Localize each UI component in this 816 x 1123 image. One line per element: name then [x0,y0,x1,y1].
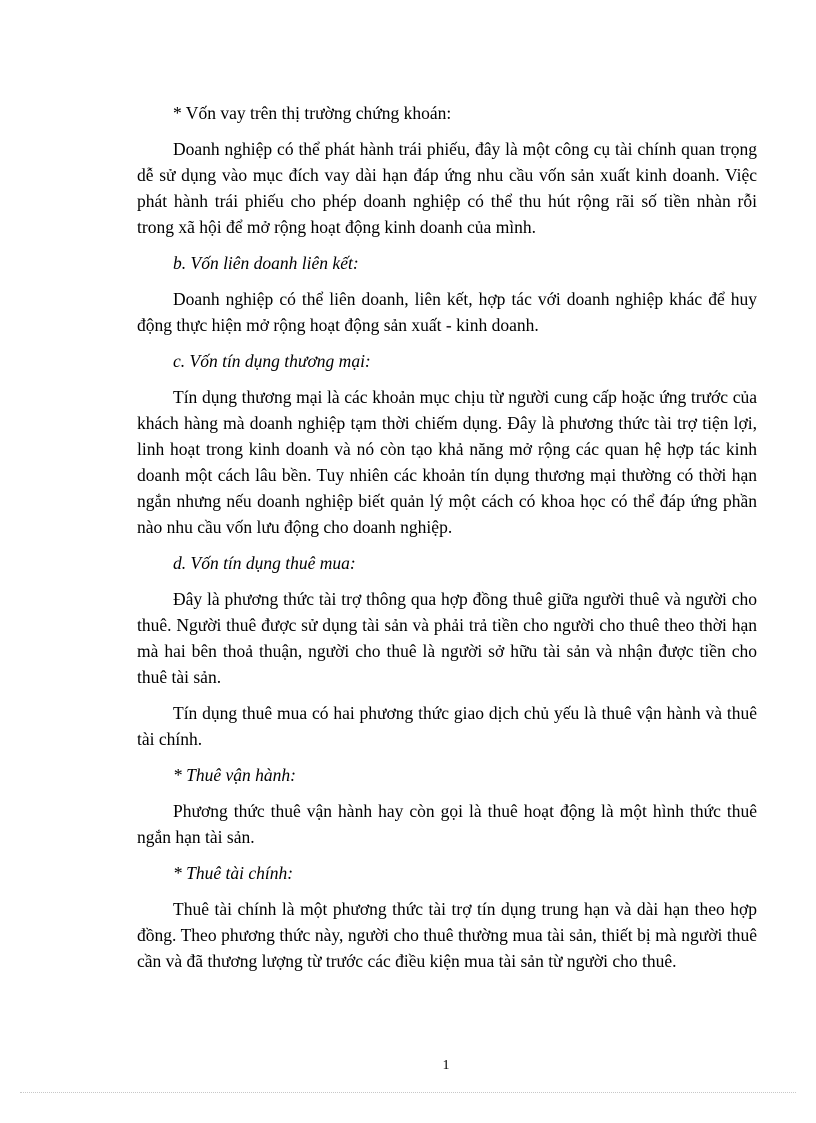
page-number: 1 [442,1058,450,1073]
paragraph-bonds: Doanh nghiệp có thể phát hành trái phiếu, đây là một công cụ tài chính quan trọng dễ sử dụng vào mục đích vay dài hạn đáp ứng nhu cầu vốn sản xuất kinh doanh. Việc phát hành trái phiếu cho phép doanh nghiệp có thể thu hút rộng rãi số tiền nhàn rỗi trong xã hội để mở rộng hoạt động kinh doanh của mình. [137,139,757,237]
heading-joint-venture-capital: b. Vốn liên doanh liên kết: [173,253,359,273]
heading-trade-credit: c. Vốn tín dụng thương mại: [173,351,371,371]
paragraph-lease-types: Tín dụng thuê mua có hai phương thức giao dịch chủ yếu là thuê vận hành và thuê tài chính. [137,703,757,749]
paragraph-trade-credit: Tín dụng thương mại là các khoản mục chịu từ người cung cấp hoặc ứng trước của khách hàng mà doanh nghiệp tạm thời chiếm dụng. Đây là phương thức tài trợ tiện lợi, linh hoạt trong kinh doanh và nó còn tạo khả năng mở rộng các quan hệ hợp tác kinh doanh một cách lâu bền. Tuy nhiên các khoản tín dụng thương mại thường có thời hạn ngắn nhưng nếu doanh nghiệp biết quản lý một cách có khoa học có thể đáp ứng phần nào nhu cầu vốn lưu động cho doanh nghiệp. [137,387,757,537]
paragraph-operating-lease: Phương thức thuê vận hành hay còn gọi là thuê hoạt động là một hình thức thuê ngắn hạn tài sản. [137,801,757,847]
document-body [137,100,757,984]
footer-divider [20,1092,796,1093]
paragraph-financial-lease: Thuê tài chính là một phương thức tài trợ tín dụng trung hạn và dài hạn theo hợp đồng. Theo phương thức này, người cho thuê thường mua tài sản, thiết bị mà người thuê cần và đã thương lượng từ trước các điều kiện mua tài sản từ người cho thuê. [137,899,757,971]
heading-lease-credit: d. Vốn tín dụng thuê mua: [173,553,356,573]
paragraph-lease-definition: Đây là phương thức tài trợ thông qua hợp đồng thuê giữa người thuê và người cho thuê. Người thuê được sử dụng tài sản và phải trả tiền cho người cho thuê theo thời hạn mà hai bên thoả thuận, người cho thuê là người sở hữu tài sản và nhận được tiền cho thuê tài sản. [137,589,757,687]
heading-operating-lease: * Thuê vận hành: [173,765,296,785]
heading-financial-lease: * Thuê tài chính: [173,863,294,883]
heading-bond-market-loans: * Vốn vay trên thị trường chứng khoán: [173,103,452,123]
paragraph-joint-venture: Doanh nghiệp có thể liên doanh, liên kết, hợp tác với doanh nghiệp khác để huy động thực hiện mở rộng hoạt động sản xuất - kinh doanh. [137,289,757,335]
